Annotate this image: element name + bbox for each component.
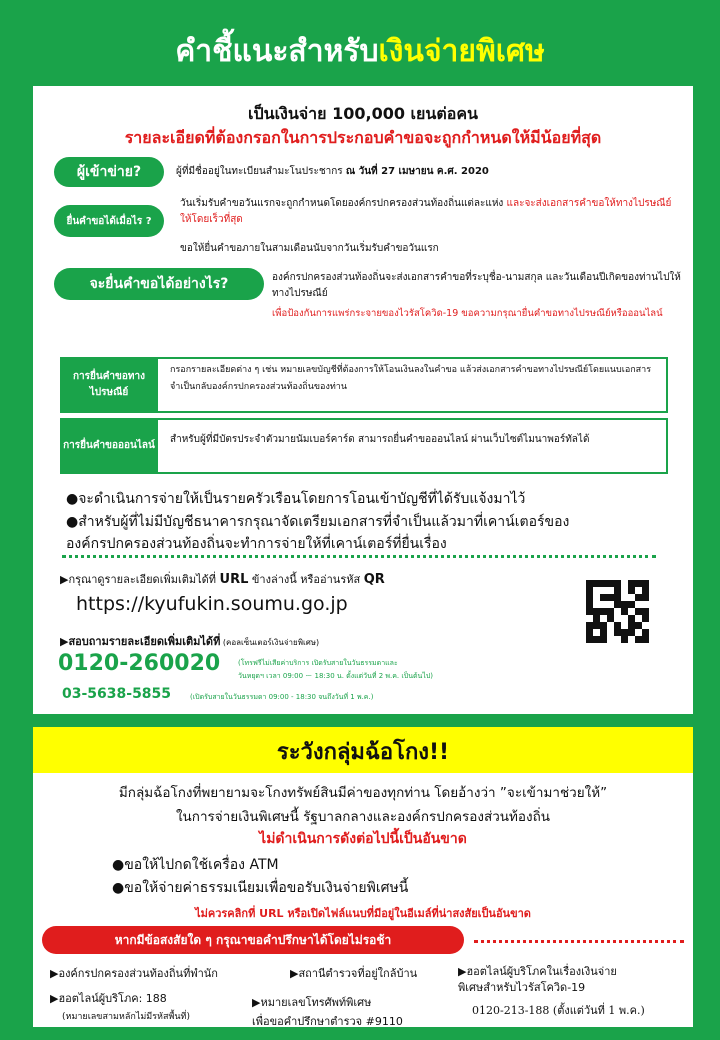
red-dotted-divider — [474, 940, 684, 943]
covid-hotline-number[interactable]: 0120-213-188 (ตั้งแต่วันที่ 1 พ.ค.) — [472, 1004, 645, 1017]
online-method-text: สำหรับผู้ที่มีบัตรประจำตัวมายนัมเบอร์คาร์ด สามารถยื่นคำขอออนไลน์ ผ่านเว็บไซต์ไมนาพอร์ทัลได้ — [170, 434, 590, 445]
eligibility-text: ผู้ที่มีชื่ออยู่ในทะเบียนสำมะโนประชากร ณ วันที่ 27 เมษายน ค.ศ. 2020 — [176, 166, 489, 177]
postal-method-label: การยื่นคำขอทางไปรษณีย์ — [60, 357, 158, 413]
phone-primary-note: (โทรฟรีไม่เสียค่าบริการ เปิดรับสายในวันธรรมดาและ วันหยุดฯ เวลา 09:00 ー 18:30 น. ตั้งแต่วันที่ 2 พ.ค. เป็นต้นไป) — [238, 659, 434, 680]
contact-covid-hotline: ▶ฮอตไลน์ผู้บริโภคในเรื่องเงินจ่าย พิเศษสำหรับไวรัสโควิด-19 — [458, 965, 617, 994]
scam-bullet-2: ●ขอให้จ่ายค่าธรรมเนียมเพื่อขอรับเงินจ่ายพิเศษนี้ — [112, 880, 409, 896]
phone-secondary-note: (เปิดรับสายในวันธรรมดา 09:00 - 18:30 จนถึงวันที่ 1 พ.ค.) — [190, 693, 374, 701]
amount-heading: เป็นเงินจ่าย 100,000 เยนต่อคน — [248, 104, 478, 123]
contact-local-government: ▶องค์กรปกครองส่วนท้องถิ่นที่พำนัก — [50, 967, 218, 980]
inquiry-label: ▶สอบถามรายละเอียดเพิ่มเติมได้ที่ (คอลเซ็นเตอร์เงินจ่ายพิเศษ) — [60, 635, 320, 648]
consult-banner: หากมีข้อสงสัยใด ๆ กรุณาขอคำปรึกษาได้โดยไม่รอช้า — [42, 926, 464, 954]
website-link[interactable]: https://kyufukin.soumu.go.jp — [76, 593, 348, 615]
how-text: องค์กรปกครองส่วนท้องถิ่นจะส่งเอกสารคำขอที่ระบุชื่อ-นามสกุล และวันเดือนปีเกิดของท่านไปให้ทางไปรษณีย์ — [272, 272, 681, 299]
scam-line-1: มีกลุ่มฉ้อโกงที่พยายามจะโกงทรัพย์สินมีค่าของทุกท่าน โดยอ้างว่า ”จะเข้ามาช่วยให้” — [118, 785, 608, 801]
contact-consumer-hotline: ▶ฮอตไลน์ผู้บริโภค: 188 — [50, 992, 167, 1005]
when-deadline: ขอให้ยื่นคำขอภายในสามเดือนนับจากวันเริ่มรับคำขอวันแรก — [180, 243, 439, 254]
when-text: วันเริ่มรับคำขอวันแรกจะถูกกำหนดโดยองค์กรปกครองส่วนท้องถิ่นแต่ละแห่ง และจะส่งเอกสารคำขอให้ทางไปรษณีย์ให้โดยเร็วที่สุด — [180, 198, 672, 225]
contact-police-consult: ▶หมายเลขโทรศัพท์พิเศษ เพื่อขอคำปรึกษาตำรวจ #9110 — [252, 996, 403, 1028]
how-warning: เพื่อป้องกันการแพร่กระจายของไวรัสโควิด-19 ขอความกรุณายื่นคำขอทางไปรษณีย์หรือออนไลน์ — [272, 308, 663, 319]
intro-subtitle: รายละเอียดที่ต้องกรอกในการประกอบคำขอจะถูกกำหนดให้มีน้อยที่สุด — [124, 128, 602, 147]
scam-title: ระวังกลุ่มฉ้อโกง!! — [276, 740, 450, 765]
how-label: จะยื่นคำขอได้อย่างไร? — [54, 268, 264, 300]
consumer-hotline-note: (หมายเลขสามหลักไม่มีรหัสพื้นที่) — [62, 1012, 191, 1022]
eligibility-label: ผู้เข้าข่าย? — [54, 157, 164, 187]
dotted-divider — [62, 555, 656, 558]
when-label: ยื่นคำขอได้เมื่อไร ? — [54, 205, 164, 237]
online-method-label: การยื่นคำขอออนไลน์ — [60, 418, 158, 474]
contact-police-station: ▶สถานีตำรวจที่อยู่ใกล้บ้าน — [290, 967, 418, 980]
postal-method-text: กรอกรายละเอียดต่าง ๆ เช่น หมายเลขบัญชีที่ต้องการให้โอนเงินลงในคำขอ แล้วส่งเอกสารคำขอทางไปรษณีย์โดยแนบเอกสารจำเป็นกลับองค์กรปกครองส่วนท้องถิ่นของท่าน — [170, 365, 652, 392]
page-title — [0, 28, 720, 75]
phone-primary[interactable]: 0120-260020 — [58, 651, 221, 676]
payment-bullet-2: ●สำหรับผู้ที่ไม่มีบัญชีธนาคารกรุณาจัดเตรียมเอกสารที่จำเป็นแล้วมาที่เคาน์เตอร์ของ — [66, 514, 570, 530]
payment-bullet-1: ●จะดำเนินการจ่ายให้เป็นรายครัวเรือนโดยการโอนเข้าบัญชีที่ได้รับแจ้งมาไว้ — [66, 491, 526, 507]
payment-bullet-2-cont: องค์กรปกครองส่วนท้องถิ่นจะทำการจ่ายให้ที่เคาน์เตอร์ที่ยื่นเรื่อง — [66, 536, 447, 552]
title-highlight: เงินจ่ายพิเศษ — [378, 34, 545, 69]
scam-email-warning: ไม่ควรคลิกที่ URL หรือเปิดไฟล์แนบที่มีอยู่ในอีเมล์ที่น่าสงสัยเป็นอันขาด — [195, 907, 531, 920]
title-prefix: คำชี้แนะสำหรับ — [175, 34, 379, 69]
scam-line-3: ไม่ดำเนินการดังต่อไปนี้เป็นอันขาด — [259, 831, 467, 847]
url-note: ▶กรุณาดูรายละเอียดเพิ่มเติมได้ที่ URL ข้างล่างนี้ หรืออ่านรหัส QR — [60, 572, 385, 587]
scam-bullet-1: ●ขอให้ไปกดใช้เครื่อง ATM — [112, 857, 279, 873]
scam-line-2: ในการจ่ายเงินพิเศษนี้ รัฐบาลกลางและองค์กรปกครองส่วนท้องถิ่น — [175, 809, 551, 825]
phone-secondary[interactable]: 03-5638-5855 — [62, 686, 172, 702]
